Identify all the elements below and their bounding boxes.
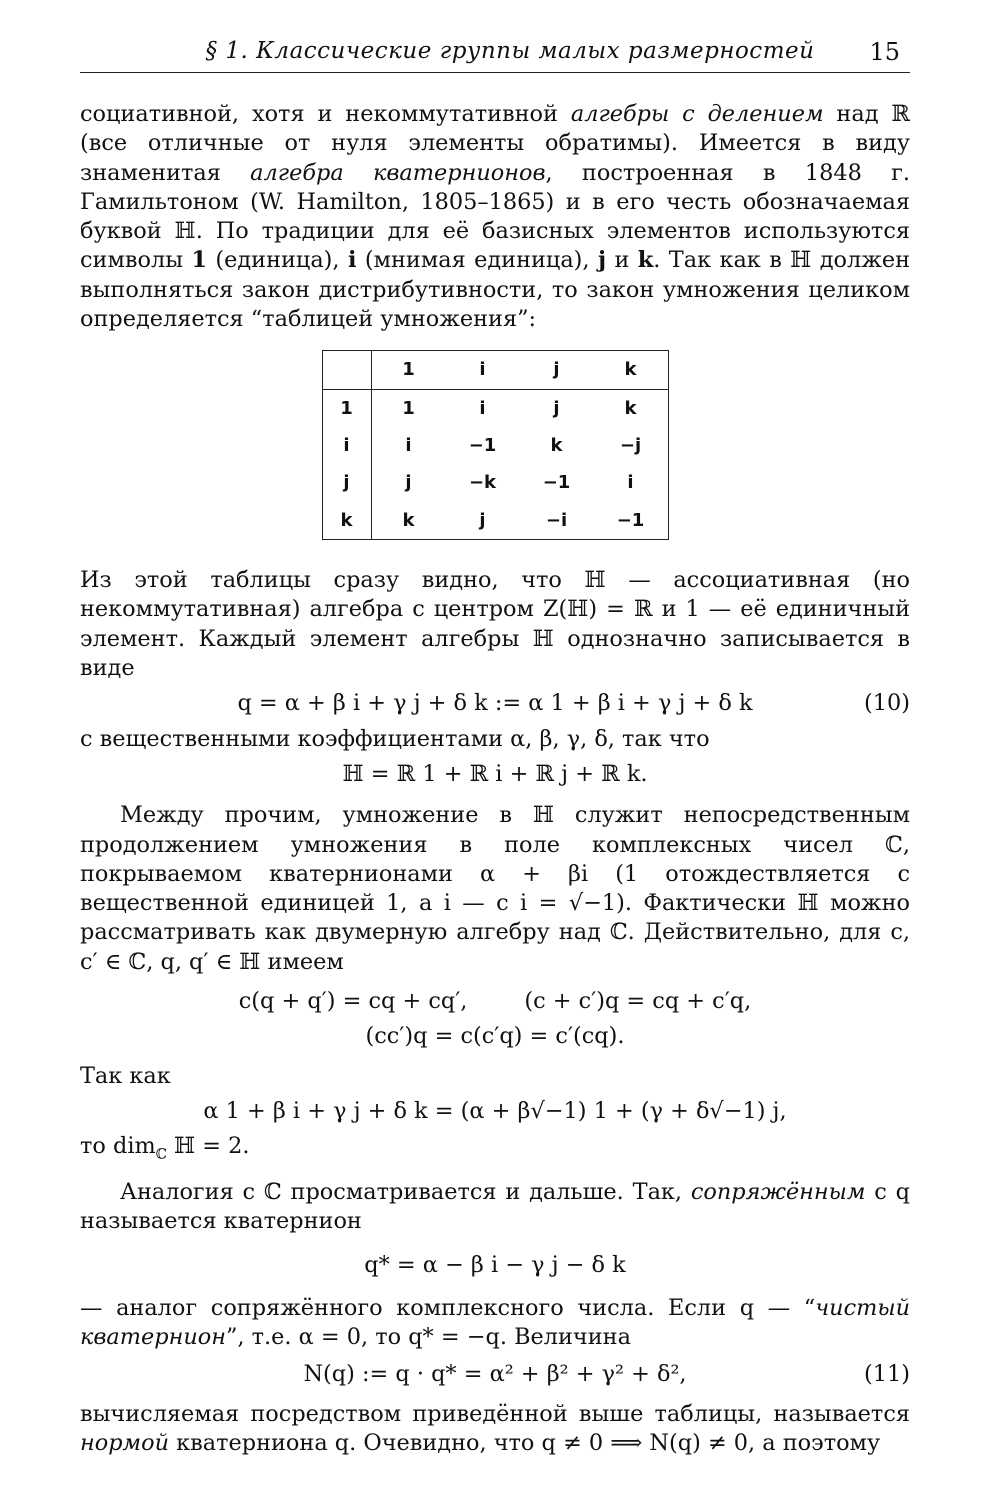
paragraph-8 bbox=[80, 1294, 910, 1353]
table-cell: −i bbox=[545, 509, 568, 531]
text-run: (единица), bbox=[207, 247, 348, 274]
equation-conjugate bbox=[80, 1251, 910, 1280]
table-cell: j bbox=[405, 472, 412, 494]
paragraph-9 bbox=[80, 1400, 910, 1459]
running-title: § 1. Классические группы малых размерностей bbox=[205, 38, 815, 64]
equation-body: ℍ = ℝ 1 + ℝ i + ℝ j + ℝ k. bbox=[342, 760, 648, 787]
equation-body: α 1 + β i + γ j + δ k = (α + β√−1) 1 + (γ + δ√−1) j, bbox=[203, 1097, 787, 1124]
page-number: 15 bbox=[869, 38, 900, 66]
text-run: то dim bbox=[80, 1133, 156, 1160]
equation-11 bbox=[80, 1360, 910, 1389]
table-cell: k bbox=[594, 351, 668, 389]
table-row bbox=[323, 427, 668, 464]
term-quaternion-algebra: алгебра кватернионов bbox=[250, 159, 546, 186]
paragraph-5: Так как bbox=[80, 1062, 171, 1089]
equation-10 bbox=[80, 689, 910, 718]
symbol-one: 1 bbox=[191, 247, 207, 274]
table-cell: i bbox=[323, 427, 372, 464]
text-run: Аналогия с ℂ просматривается и дальше. Так, bbox=[120, 1178, 691, 1205]
table-row bbox=[323, 464, 668, 501]
equation-complex-assoc bbox=[80, 1022, 910, 1051]
text-run: ℍ = 2. bbox=[166, 1133, 250, 1160]
text-run: и bbox=[606, 247, 638, 274]
table-row bbox=[323, 389, 668, 427]
table-cell: k bbox=[624, 397, 637, 419]
table-row bbox=[323, 502, 668, 539]
table-cell: −1 bbox=[616, 509, 645, 531]
multiplication-table-box bbox=[322, 350, 669, 539]
table-cell: j bbox=[479, 509, 486, 531]
text-run: кватерниона q. Очевидно, что q ≠ 0 ⟹ N(q) ≠ 0, а поэтому bbox=[169, 1430, 881, 1457]
page-header bbox=[80, 38, 910, 73]
equation-number: (10) bbox=[864, 690, 910, 717]
equation-body: (cc′)q = c(c′q) = c′(cq). bbox=[365, 1023, 625, 1050]
table-cell: i bbox=[627, 472, 634, 494]
table-cell: −1 bbox=[468, 434, 497, 456]
table-cell: −1 bbox=[542, 472, 571, 494]
table-cell: 1 bbox=[402, 397, 415, 419]
table-cell: −k bbox=[468, 472, 497, 494]
subscript: ℂ bbox=[155, 1146, 167, 1163]
table-cell: −j bbox=[619, 434, 642, 456]
table-cell: 1 bbox=[323, 389, 372, 427]
table-cell: j bbox=[553, 397, 560, 419]
table-cell: i bbox=[405, 434, 412, 456]
term-division-algebra: алгебры с делением bbox=[570, 101, 824, 127]
multiplication-table bbox=[323, 351, 668, 538]
text-run: вычисляемая посредством приведённой выше таблицы, называется bbox=[80, 1400, 910, 1427]
term-pure-quaternion: чистый кватернион bbox=[80, 1294, 910, 1351]
table-cell: i bbox=[446, 351, 520, 389]
table-cell: k bbox=[323, 502, 372, 539]
paragraph-7 bbox=[80, 1178, 910, 1237]
equation-body: q* = α − β i − γ j − δ k bbox=[364, 1251, 626, 1278]
table-header-row bbox=[323, 351, 668, 389]
paragraph-3: с вещественными коэффициентами α, β, γ, δ, так что bbox=[80, 725, 710, 752]
table-cell: j bbox=[323, 464, 372, 501]
equation-body: q = α + β i + γ j + δ k := α 1 + β i + γ j + δ k bbox=[237, 690, 753, 717]
term-norm: нормой bbox=[80, 1430, 170, 1457]
table-cell: k bbox=[550, 434, 563, 456]
table-cell: 1 bbox=[371, 351, 446, 389]
paragraph-1 bbox=[80, 100, 910, 334]
equation-H-decomposition bbox=[80, 760, 910, 789]
table-cell: k bbox=[402, 509, 415, 531]
equation-body: N(q) := q · q* = α² + β² + γ² + δ², bbox=[303, 1361, 687, 1388]
text-run: (мнимая единица), bbox=[356, 247, 598, 274]
text-run: . Так как в ℍ должен выполняться закон дистрибутивности, то закон умножения целиком определяется “таблицей умножения”: bbox=[80, 247, 910, 333]
term-conjugate: сопряжённым bbox=[690, 1178, 866, 1205]
text-run: с q называется кватернион bbox=[80, 1178, 910, 1235]
text-run: — аналог сопряжённого комплексного числа. Если q — “ bbox=[80, 1294, 816, 1321]
symbol-k: k bbox=[637, 247, 654, 274]
symbol-j: j bbox=[597, 247, 607, 274]
equation-number: (11) bbox=[864, 1361, 910, 1388]
page-body bbox=[80, 100, 910, 1458]
table-cell bbox=[323, 351, 372, 389]
table-cell: i bbox=[479, 397, 486, 419]
table-cell: j bbox=[520, 351, 594, 389]
equation-complex-linearity bbox=[80, 987, 910, 1016]
equation-sum bbox=[80, 1097, 910, 1126]
symbol-i: i bbox=[347, 247, 357, 274]
text-run: над ℝ (все отличные от нуля элементы обратимы). Имеется в виду знаменитая bbox=[80, 101, 910, 186]
multiplication-table-wrap bbox=[80, 334, 910, 566]
paragraph-6 bbox=[80, 1132, 910, 1170]
text-run: социативной, хотя и некоммутативной bbox=[80, 101, 571, 127]
paragraph-4: Между прочим, умножение в ℍ служит непосредственным продолжением умножения в поле комплексных чисел ℂ, покрываемом кватернионами α + βi (1 отождествляется с вещественной единицей 1, а i — с i = √−1). Фактически ℍ можно рассматривать как двумерную алгебру над ℂ. Действительно, для c, c′ ∈ ℂ, q, q′ ∈ ℍ имеем bbox=[80, 802, 910, 975]
text-run: ”, т.е. α = 0, то q* = −q. Величина bbox=[225, 1324, 631, 1351]
paragraph-2: Из этой таблицы сразу видно, что ℍ — ассоциативная (но некоммутативная) алгебра с центром Z(ℍ) = ℝ и 1 — её единичный элемент. Каждый элемент алгебры ℍ однозначно записывается в виде bbox=[80, 567, 910, 682]
equation-body: c(q + q′) = cq + cq′, (c + c′)q = cq + c′q, bbox=[238, 988, 752, 1015]
text-run: , построенная в 1848 г. Гамильтоном (W. Hamilton, 1805–1865) и в его честь обозначаемая буквой ℍ. По традиции для её базисных элементов используются символы bbox=[80, 159, 910, 274]
